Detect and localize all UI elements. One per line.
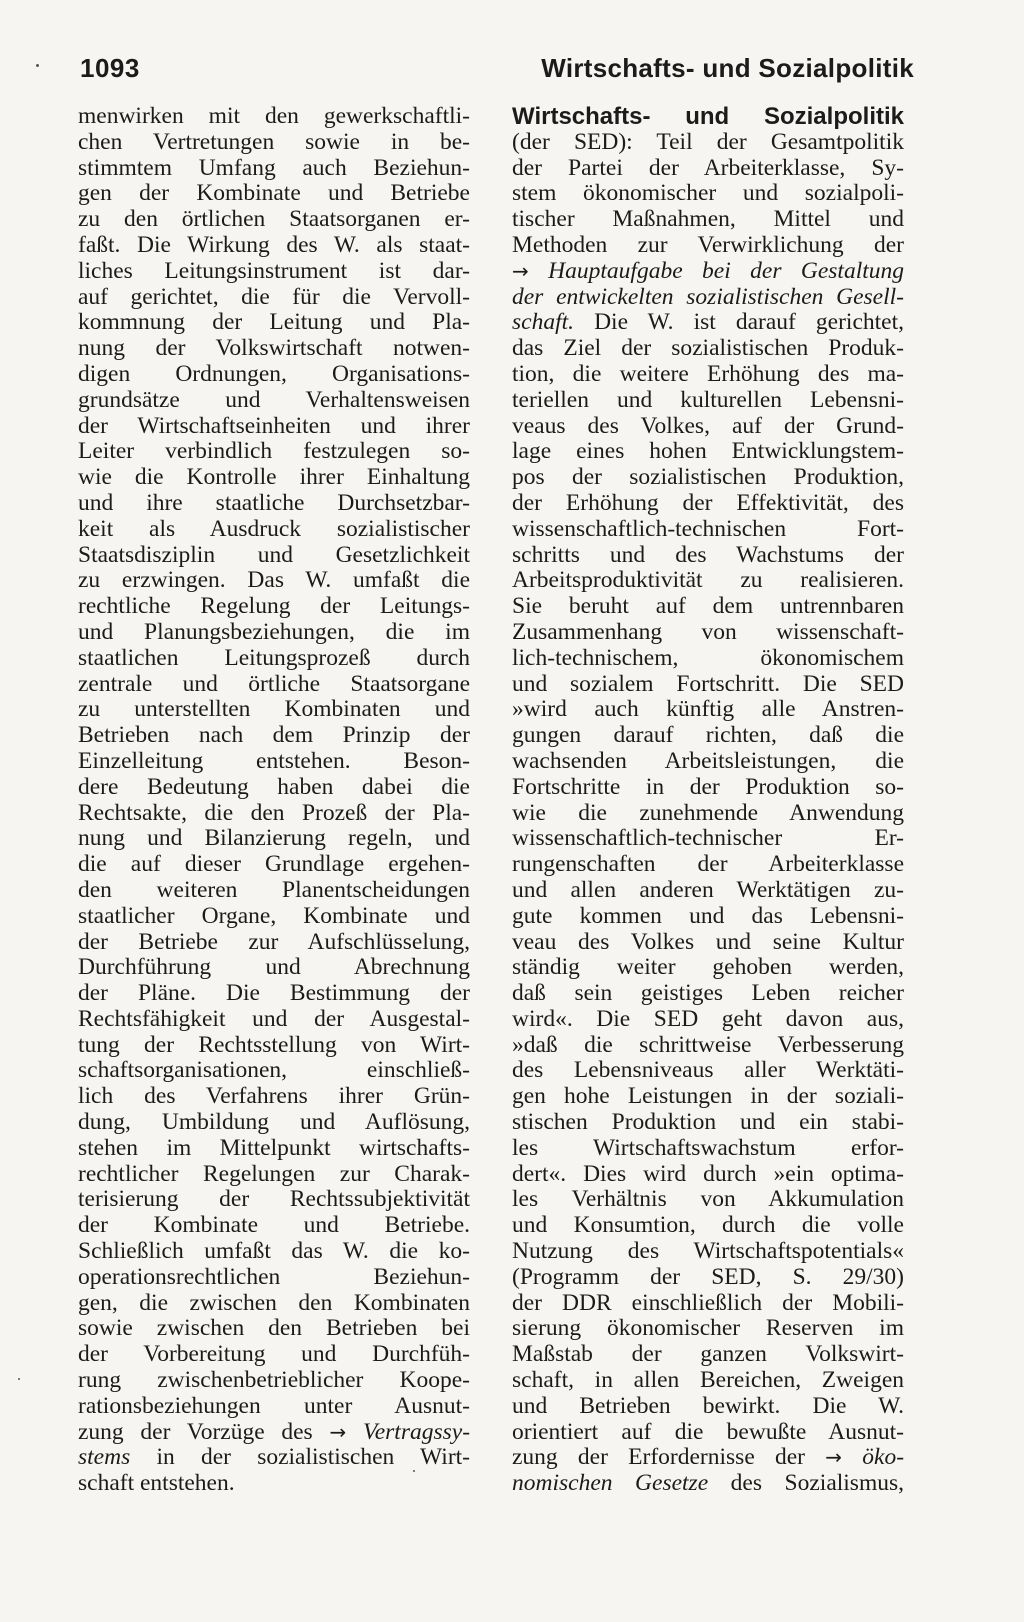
text-line: und allen anderen Werktätigen zu-	[512, 876, 904, 903]
text-line: stimmtem Umfang auch Beziehun-	[78, 154, 470, 181]
text-line: zu den örtlichen Staatsorganen er-	[78, 206, 470, 233]
text-line: und ihre staatliche Durchsetzbar-	[78, 489, 470, 516]
arrow-icon: →	[512, 258, 529, 283]
text-line: dung, Umbildung und Auflösung,	[78, 1109, 470, 1136]
text-line: lich des Verfahrens ihrer Grün-	[78, 1083, 470, 1110]
text-line: liches Leitungsinstrument ist dar-	[78, 257, 470, 284]
text-segment: in der sozialistischen Wirt-	[156, 1444, 470, 1471]
text-line: dere Bedeutung haben dabei die	[78, 773, 470, 800]
text-line: und Planungsbeziehungen, die im	[78, 618, 470, 645]
text-line: lage eines hohen Entwicklungstem-	[512, 438, 904, 465]
text-line-with-reference	[512, 259, 904, 285]
text-line: Durchführung und Abrechnung	[78, 954, 470, 981]
text-line: schaft entstehen.	[78, 1470, 235, 1497]
text-line: gute kommen und das Lebensni-	[512, 902, 904, 929]
text-line: tischer Maßnahmen, Mittel und	[512, 206, 904, 233]
arrow-icon: →	[825, 1445, 843, 1470]
running-head: Wirtschafts- und Sozialpolitik	[541, 53, 914, 83]
text-line: terisierung der Rechtssubjektivität	[78, 1186, 470, 1213]
text-line: nung und Bilanzierung regeln, und	[78, 825, 470, 852]
text-line: rungenschaften der Arbeiterklasse	[512, 851, 904, 878]
text-line: grundsätze und Verhaltensweisen	[78, 386, 470, 413]
text-segment: Die W. ist darauf gerichtet,	[594, 309, 905, 336]
text-line: Rechtsfähigkeit und der Ausgestal-	[78, 1005, 470, 1032]
text-line: digen Ordnungen, Organisations-	[78, 360, 470, 387]
text-line: Schließlich umfaßt das W. die ko-	[78, 1238, 470, 1265]
text-line: staatlichen Leitungsprozeß durch	[78, 644, 470, 671]
text-line: Arbeitsproduktivität zu realisieren.	[512, 567, 904, 594]
text-line: orientiert auf die bewußte Ausnut-	[512, 1418, 904, 1445]
text-line: sowie zwischen den Betrieben bei	[78, 1315, 470, 1342]
text-line: Leiter verbindlich festzulegen so-	[78, 438, 470, 465]
cross-reference-hauptaufgabe[interactable]: Hauptaufgabe bei der Gestaltung	[548, 257, 904, 284]
text-line-with-reference	[512, 1471, 904, 1497]
text-line: des Lebensniveaus aller Werktäti-	[512, 1057, 904, 1084]
text-segment: zung der Erfordernisse der	[512, 1444, 805, 1471]
text-line: ständig weiter gehoben werden,	[512, 954, 904, 981]
scan-speck	[413, 1470, 415, 1472]
text-line: und sozialem Fortschritt. Die SED	[512, 670, 904, 697]
text-line: dert«. Dies wird durch »ein optima-	[512, 1160, 904, 1187]
text-line: Staatsdisziplin und Gesetzlichkeit	[78, 541, 470, 568]
text-line: der DDR einschließlich der Mobili-	[512, 1289, 904, 1316]
text-line: veau des Volkes und seine Kultur	[512, 928, 904, 955]
text-line: wie die zunehmende Anwendung	[512, 799, 904, 826]
text-line: der Wirtschaftseinheiten und ihrer	[78, 412, 470, 439]
text-line: sierung ökonomischer Reserven im	[512, 1315, 904, 1342]
text-line: chen Vertretungen sowie in be-	[78, 128, 470, 155]
text-line: les Wirtschaftswachstum erfor-	[512, 1134, 904, 1161]
text-line: menwirken mit den gewerkschaftli-	[78, 103, 470, 129]
left-column	[78, 104, 470, 1497]
text-line: stischen Produktion und ein stabi-	[512, 1109, 904, 1136]
text-line: rechtlicher Regelungen zur Charak-	[78, 1160, 470, 1187]
text-line: Sie beruht auf dem untrennbaren	[512, 593, 904, 620]
text-line: zu erzwingen. Das W. umfaßt die	[78, 567, 470, 594]
text-line: rationsbeziehungen unter Ausnut-	[78, 1392, 470, 1419]
page-number: 1093	[80, 53, 140, 83]
text-line: operationsrechtlichen Beziehun-	[78, 1263, 470, 1290]
text-line: der Pläne. Die Bestimmung der	[78, 980, 470, 1007]
text-line: daß sein geistiges Leben reicher	[512, 980, 904, 1007]
text-line: keit als Ausdruck sozialistischer	[78, 515, 470, 542]
text-line: wie die Kontrolle ihrer Einhaltung	[78, 464, 470, 491]
cross-reference-hauptaufgabe-cont[interactable]: der entwickelten sozialistischen Gesell-	[512, 283, 904, 310]
text-line: Maßstab der ganzen Volkswirt-	[512, 1341, 904, 1368]
text-line: staatlicher Organe, Kombinate und	[78, 902, 470, 929]
text-line-with-reference	[512, 310, 904, 336]
cross-reference-oekonomische-gesetze-cont[interactable]: nomischen Gesetze	[512, 1470, 709, 1497]
text-line: (Programm der SED, S. 29/30)	[512, 1263, 904, 1290]
right-column	[512, 104, 904, 1497]
text-line: teriellen und kulturellen Lebensni-	[512, 386, 904, 413]
text-line: les Verhältnis von Akkumulation	[512, 1186, 904, 1213]
text-line: tung der Rechtsstellung von Wirt-	[78, 1031, 470, 1058]
text-line: schritts und des Wachstums der	[512, 541, 904, 568]
cross-reference-oekonomische-gesetze[interactable]: öko-	[862, 1444, 905, 1471]
arrow-icon: →	[329, 1419, 347, 1444]
text-line-with-reference	[512, 1445, 904, 1471]
text-line: der Vorbereitung und Durchfüh-	[78, 1341, 470, 1368]
text-line: das Ziel der sozialistischen Produk-	[512, 335, 904, 362]
text-line: der Kombinate und Betriebe.	[78, 1212, 470, 1239]
entry-headword: Wirtschafts- und Sozialpolitik	[512, 103, 904, 130]
text-line: Methoden zur Verwirklichung der	[512, 231, 904, 258]
text-line: rung zwischenbetrieblicher Koope-	[78, 1367, 470, 1394]
text-line: gen, die zwischen den Kombinaten	[78, 1289, 470, 1316]
text-line: zentrale und örtliche Staatsorgane	[78, 670, 470, 697]
text-segment: des Sozialismus,	[730, 1470, 904, 1497]
text-line: Nutzung des Wirtschaftspotentials«	[512, 1238, 904, 1265]
text-line: Zusammenhang von wissenschaft-	[512, 618, 904, 645]
text-line: pos der sozialistischen Produktion,	[512, 464, 904, 491]
scan-speck	[36, 64, 39, 67]
text-line: stem ökonomischer und sozialpoli-	[512, 180, 904, 207]
text-line: lich-technischem, ökonomischem	[512, 644, 904, 671]
text-line: auf gerichtet, die für die Vervoll-	[78, 283, 470, 310]
text-line: der Partei der Arbeiterklasse, Sy-	[512, 154, 904, 181]
cross-reference-vertragssystems-cont[interactable]: stems	[78, 1444, 131, 1471]
text-line: den weiteren Planentscheidungen	[78, 876, 470, 903]
text-line-with-reference	[78, 1420, 470, 1446]
scan-speck	[18, 1378, 20, 1380]
text-line: gungen darauf richten, daß die	[512, 722, 904, 749]
cross-reference-vertragssystems[interactable]: Vertragssy-	[362, 1418, 471, 1445]
text-line: Einzelleitung entstehen. Beson-	[78, 747, 470, 774]
text-line: gen der Kombinate und Betriebe	[78, 180, 470, 207]
text-line: der Betriebe zur Aufschlüsselung,	[78, 928, 470, 955]
text-line: (der SED): Teil der Gesamtpolitik	[512, 128, 904, 155]
text-line: die auf dieser Grundlage ergehen-	[78, 851, 470, 878]
text-segment: zung der Vorzüge des	[78, 1418, 313, 1445]
text-line: wachsenden Arbeitsleistungen, die	[512, 747, 904, 774]
text-line-with-reference	[78, 1445, 470, 1471]
text-line: gen hohe Leistungen in der soziali-	[512, 1083, 904, 1110]
cross-reference-hauptaufgabe-end[interactable]: schaft.	[512, 309, 575, 336]
text-line: veaus des Volkes, auf der Grund-	[512, 412, 904, 439]
text-line: »daß die schrittweise Verbesserung	[512, 1031, 904, 1058]
text-line: rechtliche Regelung der Leitungs-	[78, 593, 470, 620]
text-line: Rechtsakte, die den Prozeß der Pla-	[78, 799, 470, 826]
text-line: wissenschaftlich-technischen Fort-	[512, 515, 904, 542]
text-line: »wird auch künftig alle Anstren-	[512, 696, 904, 723]
text-line: tion, die weitere Erhöhung des ma-	[512, 360, 904, 387]
text-line: und Konsumtion, durch die volle	[512, 1212, 904, 1239]
text-line: kommnung der Leitung und Pla-	[78, 309, 470, 336]
text-line: stehen im Mittelpunkt wirtschafts-	[78, 1134, 470, 1161]
text-line: Fortschritte in der Produktion so-	[512, 773, 904, 800]
text-line: schaftsorganisationen, einschließ-	[78, 1057, 470, 1084]
text-line: faßt. Die Wirkung des W. als staat-	[78, 231, 470, 258]
text-line: wissenschaftlich-technischer Er-	[512, 825, 904, 852]
text-line: schaft, in allen Bereichen, Zweigen	[512, 1367, 904, 1394]
text-line: wird«. Die SED geht davon aus,	[512, 1005, 904, 1032]
text-line: nung der Volkswirtschaft notwen-	[78, 335, 470, 362]
text-line: und Betrieben bewirkt. Die W.	[512, 1392, 904, 1419]
text-line: zu unterstellten Kombinaten und	[78, 696, 470, 723]
text-line: Betrieben nach dem Prinzip der	[78, 722, 470, 749]
text-line: der Erhöhung der Effektivität, des	[512, 489, 904, 516]
